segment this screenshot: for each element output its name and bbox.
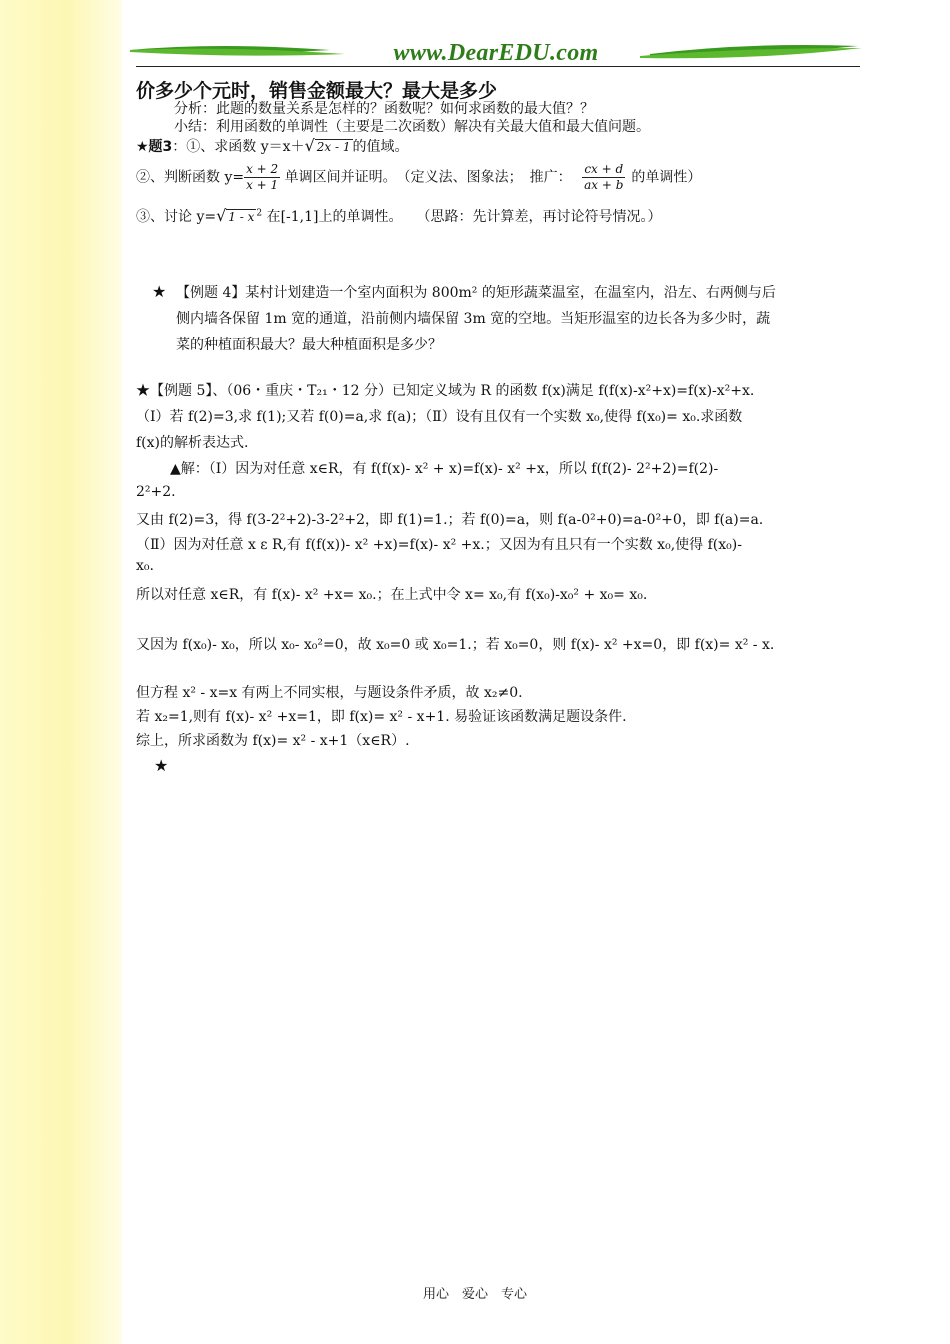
page-footer: 用心 爱心 专心 <box>422 1287 527 1302</box>
q2-general-fraction <box>582 162 625 193</box>
example5-solution-line2: 2²+2. <box>136 484 176 500</box>
example5-solution-line8: 但方程 x² - x=x 有两上不同实根，与题设条件矛质，故 x₂≠0. <box>136 685 523 701</box>
q3-exponent: 2 <box>256 208 263 219</box>
example5-solution-line5: x₀. <box>136 558 154 574</box>
q2-numerator: x + 2 <box>246 162 279 176</box>
problem3-q2 <box>136 162 701 193</box>
summary-text: 小结：利用函数的单调性（主要是二次函数）解决有关最大值和最大值问题。 <box>174 119 650 135</box>
example5-line3: f(x)的解析表达式. <box>136 435 249 451</box>
example5-solution-line4: （Ⅱ）因为对任意 x ε R,有 f(f(x))- x² +x)=f(x)- x² +x.；又因为有且只有一个实数 x₀,使得 f(x₀)- <box>136 537 742 553</box>
q2-denominator: x + 1 <box>246 178 279 192</box>
example5-solution-line6: 所以对任意 x∈R，有 f(x)- x² +x= x₀.；在上式中令 x= x₀,有 f(x₀)-x₀² + x₀= x₀. <box>136 587 648 603</box>
page-header <box>130 36 862 70</box>
sqrt-symbol: √ <box>304 136 315 155</box>
site-brand-logo: www.DearEDU.com <box>393 40 599 66</box>
example4-line2: 侧内墙各保留 1m 宽的通道，沿前侧内墙保留 3m 宽的空地。当矩形温室的边长各为多少时，蔬 <box>176 311 771 327</box>
q2-mid: 单调区间并证明。 （定义法、图象法； 推广： <box>284 169 572 186</box>
example5-line2: （Ⅰ）若 f(2)=3,求 f(1);又若 f(0)=a,求 f(a)；（Ⅱ）设有且仅有一个实数 x₀,使得 f(x₀)= x₀.求函数 <box>136 409 743 425</box>
example4-text <box>176 280 866 358</box>
header-rule <box>136 66 860 67</box>
example5-end-star: ★ <box>154 756 169 775</box>
example4-line3: 菜的种植面积最大？最大种植面积是多少？ <box>176 337 442 353</box>
example4-line1: 【例题 4】某村计划建造一个室内面积为 800m² 的矩形蔬菜温室，在温室内，沿左、右两侧与后 <box>176 285 776 301</box>
q3-suffix: 在[-1,1]上的单调性。 （思路：先计算差，再讨论符号情况。） <box>266 209 662 225</box>
example5-line1: ★【例题 5】、（06・重庆・T₂₁・12 分）已知定义域为 R 的函数 f(x)满足 f(f(x)-x²+x)=f(x)-x²+x. <box>136 383 755 399</box>
heading-line: 价多少个元时，销售金额最大？最大是多少 <box>136 80 498 102</box>
example4-star: ★ <box>152 282 167 301</box>
example5-solution-line1: ▲解：（Ⅰ）因为对任意 x∈R，有 f(f(x)- x² + x)=f(x)- x² +x，所以 f(f(2)- 2²+2)=f(2)- <box>170 461 719 477</box>
q2-prefix: ②、判断函数 y= <box>136 169 245 186</box>
q2-suffix: 的单调性） <box>631 169 702 186</box>
left-decorative-band <box>0 0 122 1344</box>
problem3-label: ★题3 <box>136 139 173 155</box>
example5-solution-line3: 又由 f(2)=3，得 f(3-2²+2)-3-2²+2，即 f(1)=1.；若 f(0)=a，则 f(a-0²+0)=a-0²+0，即 f(a)=a. <box>136 512 764 528</box>
example5-solution-line10: 综上，所求函数为 f(x)= x² - x+1（x∈R）. <box>136 733 410 749</box>
sqrt-symbol: √ <box>216 206 227 225</box>
q1-radicand: 2x - 1 <box>316 140 351 154</box>
q3-prefix: ③、讨论 y= <box>136 209 217 225</box>
q3-radicand: 1 - x <box>228 210 255 224</box>
problem3-q3 <box>136 206 662 226</box>
q1-suffix: 的值域。 <box>352 139 409 155</box>
q1-prefix: ：①、求函数 y＝x＋ <box>172 139 305 155</box>
analysis-text: 分析：此题的数量关系是怎样的？函数呢？如何求函数的最大值？？ <box>174 101 594 117</box>
example5-solution-line9: 若 x₂=1,则有 f(x)- x² +x=1，即 f(x)= x² - x+1. 易验证该函数满足题设条件. <box>136 709 627 725</box>
problem3-q1 <box>136 136 409 156</box>
q2-fraction <box>244 162 280 193</box>
q2-general-denominator: ax + b <box>584 178 624 192</box>
example5-solution-line7: 又因为 f(x₀)- x₀，所以 x₀- x₀²=0，故 x₀=0 或 x₀=1.；若 x₀=0，则 f(x)- x² +x=0，即 f(x)= x² - x. <box>136 637 775 653</box>
q2-general-numerator: cx + d <box>582 162 625 178</box>
